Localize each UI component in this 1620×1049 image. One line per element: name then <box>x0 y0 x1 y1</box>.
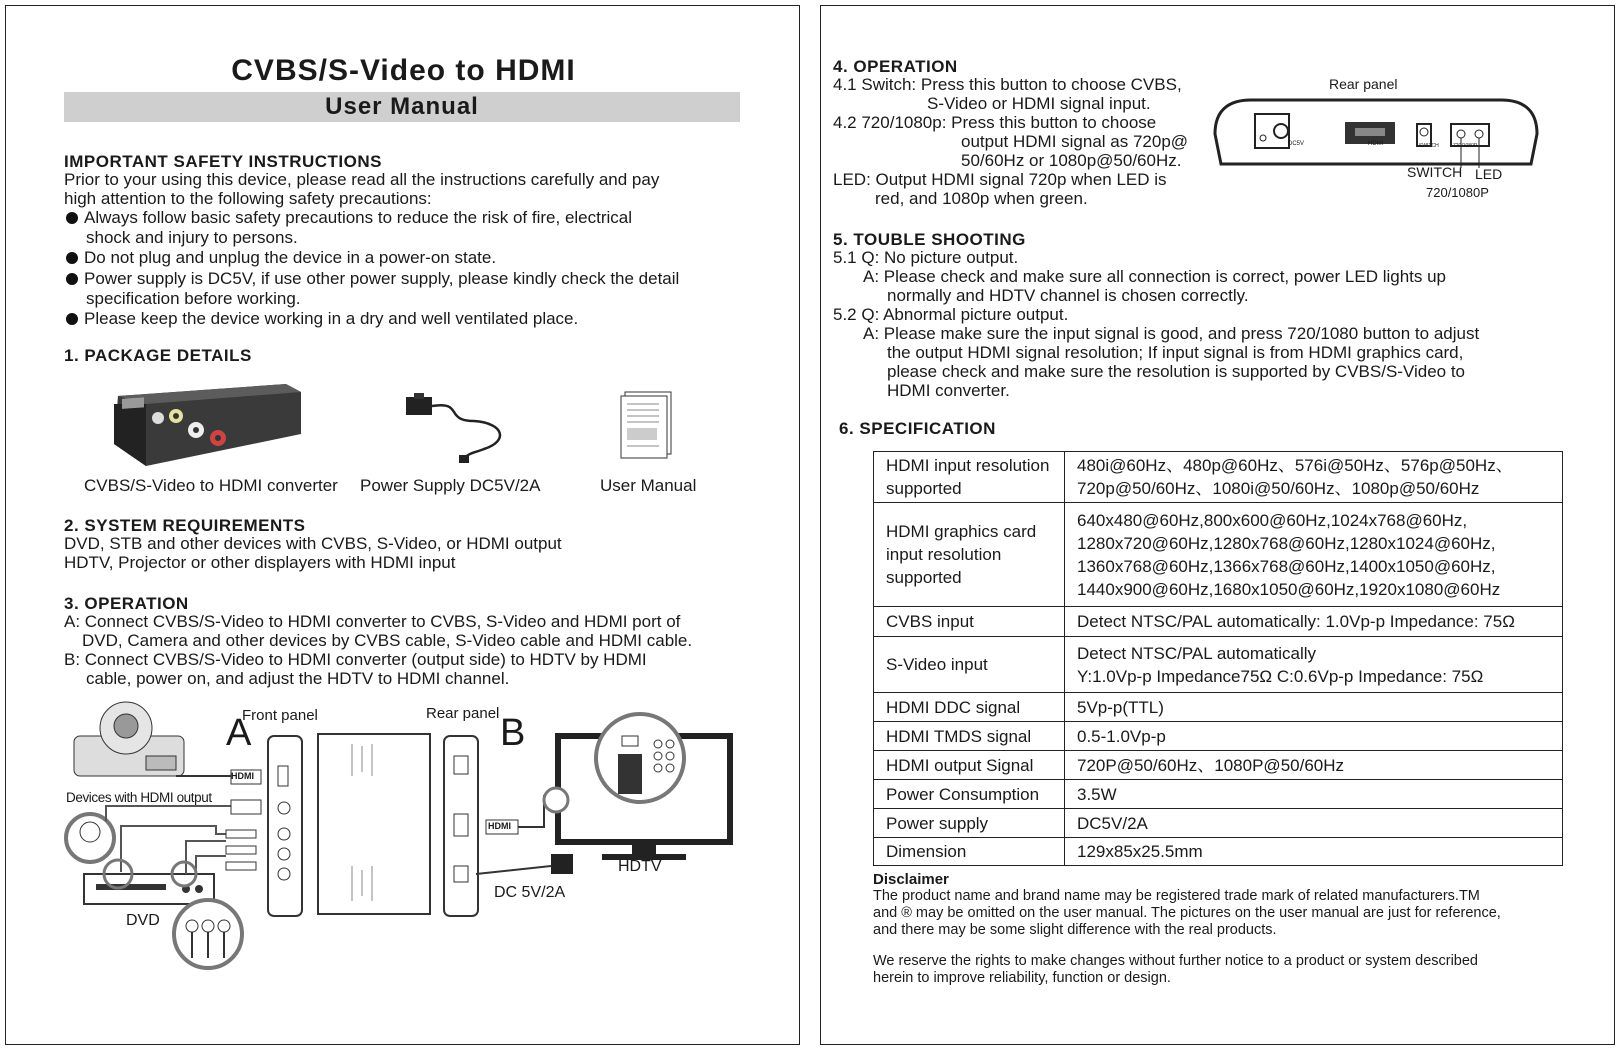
trouble-line-7: please check and make sure the resolution is supported by CVBS/S-Video to <box>887 362 1466 381</box>
table-row <box>874 503 1563 607</box>
camera-image <box>74 702 184 776</box>
diagram-hdmi-tag-output: HDMI <box>488 821 511 831</box>
operation-heading: 3. OPERATION <box>64 594 189 613</box>
spec-value: 5Vp-p(TTL) <box>1065 693 1563 722</box>
spec-key: Power supply <box>874 809 1065 838</box>
trouble-line-3: normally and HDTV channel is chosen correctly. <box>887 286 1249 305</box>
spec-value: Detect NTSC/PAL automatically: 1.0Vp-p Impedance: 75Ω <box>1065 607 1563 637</box>
table-row <box>874 693 1563 722</box>
safety-bullet-1-line-1: Always follow basic safety precautions to reduce the risk of fire, electrical <box>84 208 633 227</box>
trouble-line-4: 5.2 Q: Abnormal picture output. <box>833 305 1069 324</box>
rear-dc5v-tag: DC5V <box>1288 141 1305 147</box>
system-line-2: HDTV, Projector or other displayers with HDMI input <box>64 553 456 572</box>
connection-diagram <box>56 696 746 986</box>
spec-value: DC5V/2A <box>1065 809 1563 838</box>
diagram-letter-a: A <box>226 712 252 754</box>
table-row <box>874 809 1563 838</box>
package-item-power-supply: Power Supply DC5V/2A <box>360 476 541 495</box>
spec-key: HDMI input resolution supported <box>874 452 1065 503</box>
disclaimer-heading: Disclaimer <box>873 871 949 888</box>
safety-heading: IMPORTANT SAFETY INSTRUCTIONS <box>64 152 382 171</box>
spec-heading: 6. SPECIFICATION <box>839 419 996 438</box>
op4-heading: 4. OPERATION <box>833 57 958 76</box>
converter-body-image <box>318 734 430 914</box>
diagram-front-panel-label: Front panel <box>242 707 318 724</box>
rear-switch-label: SWITCH <box>1407 164 1463 180</box>
spec-key: HDMI output Signal <box>874 751 1065 780</box>
safety-bullet-4 <box>64 309 578 329</box>
diagram-dvd-label: DVD <box>126 912 160 929</box>
package-item-converter: CVBS/S-Video to HDMI converter <box>84 476 338 495</box>
spec-key: Dimension <box>874 838 1065 866</box>
right-page <box>820 5 1615 1045</box>
left-page <box>5 5 800 1045</box>
operation-line-3: B: Connect CVBS/S-Video to HDMI converter (output side) to HDTV by HDMI <box>64 650 647 669</box>
system-line-1: DVD, STB and other devices with CVBS, S-Video, or HDMI output <box>64 534 562 553</box>
converter-image <box>106 374 306 469</box>
operation-line-2: DVD, Camera and other devices by CVBS cable, S-Video cable and HDMI cable. <box>82 631 693 650</box>
manual-subtitle: User Manual <box>64 92 740 122</box>
op4-line-1: 4.1 Switch: Press this button to choose CVBS, <box>833 75 1182 94</box>
rear-panel-title: Rear panel <box>1329 76 1398 92</box>
diagram-hdmi-tag-input: HDMI <box>231 771 254 781</box>
safety-bullet-1-line-2: shock and injury to persons. <box>86 227 298 247</box>
spec-value: 129x85x25.5mm <box>1065 838 1563 866</box>
package-heading: 1. PACKAGE DETAILS <box>64 346 252 365</box>
diagram-dc-label: DC 5V/2A <box>494 884 566 901</box>
front-panel-image <box>268 736 302 916</box>
safety-intro-line-2: high attention to the following safety precautions: <box>64 189 432 208</box>
safety-bullet-3 <box>64 269 679 308</box>
trouble-line-1: 5.1 Q: No picture output. <box>833 248 1019 267</box>
diagram-letter-b: B <box>500 712 526 754</box>
safety-bullet-2 <box>64 248 496 268</box>
rear-res-label: 720/1080P <box>1426 185 1489 200</box>
spec-value: 640x480@60Hz,800x600@60Hz,1024x768@60Hz, 1280x720@60Hz,1280x768@60Hz,1280x1024@60Hz, 1360x768@60Hz,1366x768@60Hz,1400x1050@60Hz, 1440x900@60Hz,1680x1050@60Hz,1920x1080@60Hz <box>1065 503 1563 607</box>
spec-value: 0.5-1.0Vp-p <box>1065 722 1563 751</box>
rear-panel-illustration <box>1211 94 1541 168</box>
spec-value: 3.5W <box>1065 780 1563 809</box>
rear-res-tag: 720/1080P <box>1453 143 1478 149</box>
rear-hdmi-tag: HDMI <box>1368 141 1384 147</box>
trouble-line-2: A: Please check and make sure all connection is correct, power LED lights up <box>863 267 1447 286</box>
op4-line-6: LED: Output HDMI signal 720p when LED is <box>833 170 1167 189</box>
trouble-line-6: the output HDMI signal resolution; If input signal is from HDMI graphics card, <box>887 343 1464 362</box>
spec-value: Detect NTSC/PAL automatically Y:1.0Vp-p Impedance75Ω C:0.6Vp-p Impedance: 75Ω <box>1065 637 1563 693</box>
safety-bullet-2-line-1: Do not plug and unplug the device in a power-on state. <box>84 248 497 267</box>
rear-output-tag: OUTPUT <box>1363 116 1392 123</box>
operation-line-4: cable, power on, and adjust the HDTV to HDMI channel. <box>86 669 510 688</box>
package-item-manual: User Manual <box>600 476 697 495</box>
spec-key: S-Video input <box>874 637 1065 693</box>
op4-line-7: red, and 1080p when green. <box>875 189 1088 208</box>
rear-led-label: LED <box>1475 166 1503 182</box>
spec-key: HDMI graphics card input resolution supported <box>874 503 1065 607</box>
system-heading: 2. SYSTEM REQUIREMENTS <box>64 516 306 535</box>
spec-key: HDMI TMDS signal <box>874 722 1065 751</box>
disclaimer-paragraph-2: We reserve the rights to make changes without further notice to a product or system described herein to improve reliability, function or design. <box>873 953 1478 986</box>
manual-title: CVBS/S-Video to HDMI <box>231 54 576 87</box>
safety-bullet-3-line-1: Power supply is DC5V, if use other power supply, please kindly check the detail <box>84 269 680 288</box>
spec-table <box>873 451 1563 866</box>
op4-line-2: S-Video or HDMI signal input. <box>927 94 1151 113</box>
diagram-rear-panel-label: Rear panel <box>426 705 500 722</box>
table-row <box>874 751 1563 780</box>
table-row <box>874 780 1563 809</box>
table-row <box>874 637 1563 693</box>
trouble-heading: 5. TOUBLE SHOOTING <box>833 230 1026 249</box>
table-row <box>874 452 1563 503</box>
trouble-line-5: A: Please make sure the input signal is good, and press 720/1080 button to adjust <box>863 324 1480 343</box>
diagram-hdtv-label: HDTV <box>618 858 662 875</box>
safety-bullet-3-line-2: specification before working. <box>86 288 301 308</box>
power-adapter-image <box>551 854 573 874</box>
user-manual-image <box>619 388 679 460</box>
safety-bullet-1 <box>64 208 632 247</box>
op4-line-3: 4.2 720/1080p: Press this button to choose <box>833 113 1157 132</box>
spec-key: HDMI DDC signal <box>874 693 1065 722</box>
diagram-devices-label: Devices with HDMI output <box>66 790 212 805</box>
spec-value: 480i@60Hz、480p@60Hz、576i@50Hz、576p@50Hz、 720p@50/60Hz、1080i@50/60Hz、1080p@50/60Hz <box>1065 452 1563 503</box>
op4-line-4: output HDMI signal as 720p@ <box>961 132 1189 151</box>
safety-bullet-4-line-1: Please keep the device working in a dry and well ventilated place. <box>84 309 579 328</box>
spec-key: Power Consumption <box>874 780 1065 809</box>
table-row <box>874 607 1563 637</box>
safety-intro-line-1: Prior to your using this device, please read all the instructions carefully and pay <box>64 170 660 189</box>
rear-switch-tag: SWITCH <box>1419 143 1439 149</box>
op4-line-5: 50/60Hz or 1080p@50/60Hz. <box>961 151 1182 170</box>
table-row <box>874 838 1563 866</box>
table-row <box>874 722 1563 751</box>
trouble-line-8: HDMI converter. <box>887 381 1010 400</box>
operation-line-1: A: Connect CVBS/S-Video to HDMI converter to CVBS, S-Video and HDMI port of <box>64 612 681 631</box>
spec-value: 720P@50/60Hz、1080P@50/60Hz <box>1065 751 1563 780</box>
spec-key: CVBS input <box>874 607 1065 637</box>
power-supply-image <box>404 391 514 471</box>
disclaimer-paragraph-1: The product name and brand name may be registered trade mark of related manufacturers.TM and ® may be omitted on the user manual. The pictures on the user manual are just for reference, and there may be some slight difference with the real products. <box>873 888 1501 938</box>
